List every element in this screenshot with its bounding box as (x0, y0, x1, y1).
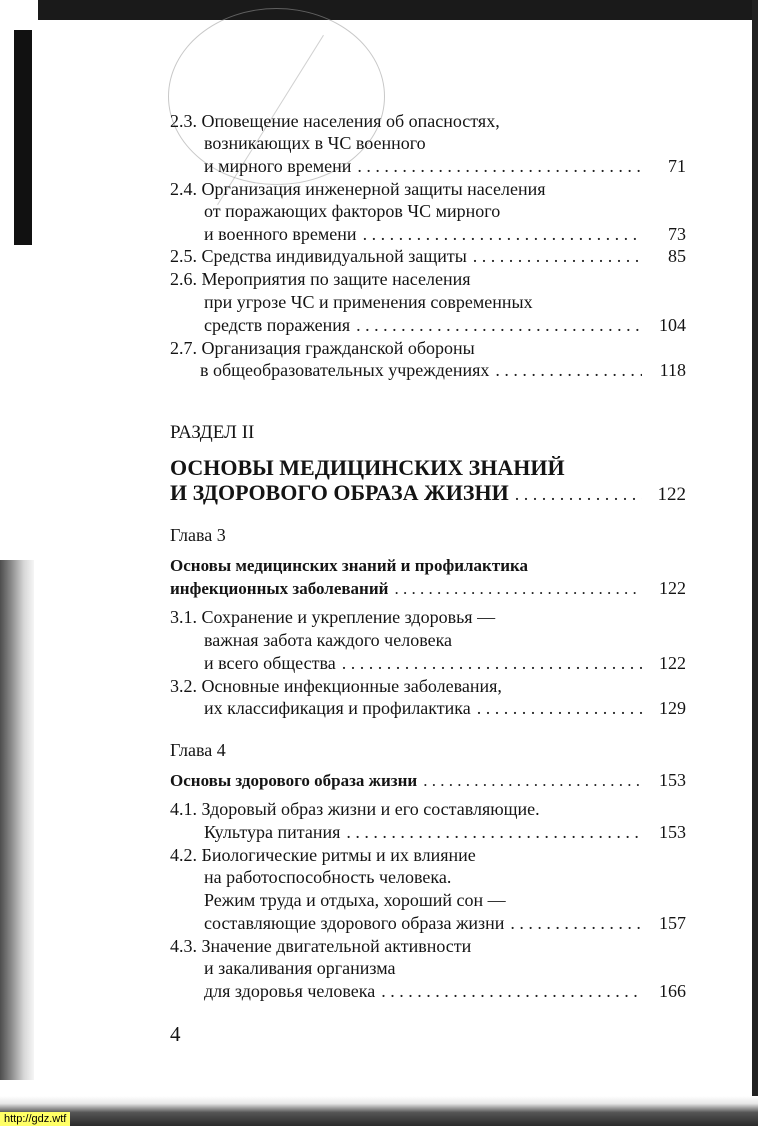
leader-dots (340, 821, 642, 843)
watermark-link[interactable]: http://gdz.wtf (0, 1112, 70, 1126)
toc-entry-number: 4.2. Биологические ритмы и их влияние (170, 845, 476, 865)
toc-entry-text: Основные инфекционные заболевания, (201, 676, 502, 696)
toc-entry-text: на работоспособность человека. (204, 867, 452, 887)
toc-entry-text: от поражающих факторов ЧС мирного (204, 201, 501, 221)
toc-entry-number: 4.1. Здоровый образ жизни и его составляющие. (170, 799, 540, 819)
toc-entry-text: Сохранение и укрепление здоровья — (201, 607, 496, 627)
leader-dots (417, 770, 642, 792)
scan-top-edge (0, 0, 758, 20)
toc-entry-number: 2.4. Организация инженерной защиты населения (170, 179, 546, 199)
toc-entry-text: при угрозе ЧС и применения современных (204, 292, 533, 312)
page-ref: 122 (657, 484, 686, 505)
toc-entry-line[interactable]: в общеобразовательных учреждениях . . . 118 (200, 359, 686, 381)
toc-entry-line[interactable]: составляющие здорового образа жизни . . . 157 (204, 912, 686, 934)
toc-entry-line[interactable]: и всего общества . . . 122 (204, 652, 686, 674)
page-ref: 85 (668, 246, 686, 266)
toc-entry-text: Организация инженерной защиты населения (201, 179, 546, 199)
chapter-label: Глава 3 (170, 525, 226, 545)
page-ref: 118 (659, 360, 686, 380)
leader-dots (489, 359, 642, 381)
section-title-line[interactable]: И ЗДОРОВОГО ОБРАЗА ЖИЗНИ . . . 122 (170, 480, 686, 508)
toc-entry-text: Биологические ритмы и их влияние (201, 845, 476, 865)
leader-dots (467, 245, 642, 267)
page-ref: 122 (659, 578, 686, 598)
page-ref: 104 (659, 315, 686, 335)
toc-entry-text: Значение двигательной активности (201, 936, 472, 956)
section-title: ОСНОВЫ МЕДИЦИНСКИХ ЗНАНИЙ (170, 455, 565, 480)
toc-entry-line[interactable]: средств поражения . . . 104 (204, 314, 686, 336)
toc-entry-text: Режим труда и отдыха, хороший сон — (204, 890, 506, 910)
toc-entry-line[interactable]: для здоровья человека . . . 166 (204, 980, 686, 1002)
page-ref: 71 (668, 156, 686, 176)
leader-dots (504, 912, 642, 934)
toc-entry-number: 3.1. Сохранение и укрепление здоровья — (170, 607, 496, 627)
leader-dots (350, 314, 642, 336)
toc-entry-text: Организация гражданской обороны (201, 338, 475, 358)
toc-entry-line[interactable]: Культура питания . . . 153 (204, 821, 686, 843)
toc-entry-number: 3.2. Основные инфекционные заболевания, (170, 676, 502, 696)
page-ref: 153 (659, 770, 686, 790)
page-ref: 157 (659, 913, 686, 933)
leader-dots (509, 481, 642, 507)
toc-entry-line[interactable]: их классификация и профилактика . . . 129 (204, 697, 686, 719)
toc-entry-text: важная забота каждого человека (204, 630, 453, 650)
toc-entry-text: возникающих в ЧС военного (204, 133, 426, 153)
toc-entry-number: 2.7. Организация гражданской обороны (170, 338, 475, 358)
toc-entry-number: 2.6. Мероприятия по защите населения (170, 269, 471, 289)
leader-dots (357, 223, 642, 245)
toc-entry-line[interactable]: и мирного времени . . . 71 (204, 155, 686, 177)
scan-edge-shadow (0, 560, 34, 1080)
toc-entry-text: Мероприятия по защите населения (201, 269, 471, 289)
page-ref: 166 (659, 981, 686, 1001)
toc-entry-text: Оповещение населения об опасностях, (201, 111, 500, 131)
leader-dots (351, 155, 642, 177)
scan-right-edge (752, 0, 758, 1126)
scan-bottom-edge (0, 1096, 758, 1126)
chapter-label: Глава 4 (170, 740, 226, 760)
toc-entry-number: 4.3. Значение двигательной активности (170, 936, 472, 956)
leader-dots (471, 697, 642, 719)
toc-entry-number: 2.3. Оповещение населения об опасностях, (170, 111, 500, 131)
page-ref: 73 (668, 224, 686, 244)
leader-dots (336, 652, 642, 674)
chapter-title-line[interactable]: Основы здорового образа жизни . . . 153 (170, 769, 686, 792)
section-label: РАЗДЕЛ II (170, 422, 255, 443)
page-ref: 122 (659, 653, 686, 673)
leader-dots (388, 578, 642, 600)
chapter-title-line[interactable]: инфекционных заболеваний . . . 122 (170, 577, 686, 600)
chapter-title: Основы медицинских знаний и профилактика (170, 556, 529, 575)
page-ref: 153 (659, 822, 686, 842)
toc-entry-line[interactable]: 2.5. Средства индивидуальной защиты . . . 85 (170, 245, 686, 267)
page-ref: 129 (659, 698, 686, 718)
toc-entry-line[interactable]: и военного времени . . . 73 (204, 223, 686, 245)
leader-dots (375, 980, 642, 1002)
page-number: 4 (170, 1022, 181, 1046)
toc-entry-text: Здоровый образ жизни и его составляющие. (201, 799, 540, 819)
scan-spine-shadow (14, 30, 32, 245)
toc-entry-text: и закаливания организма (204, 958, 396, 978)
